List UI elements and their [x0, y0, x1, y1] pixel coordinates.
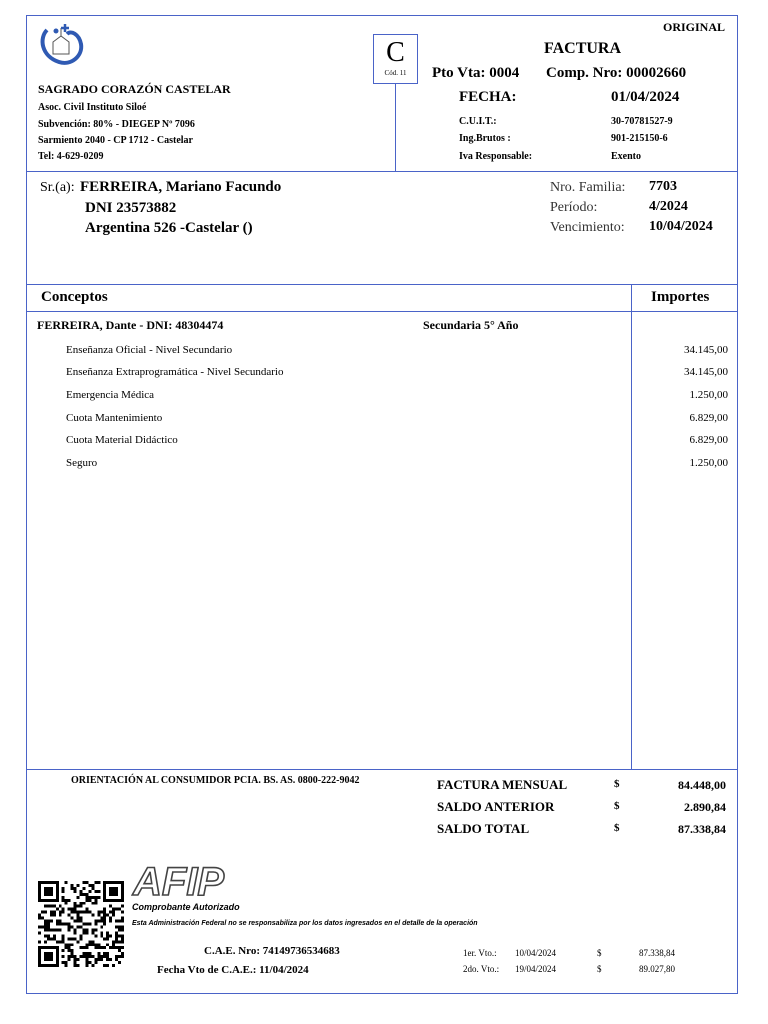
total-currency: $: [614, 778, 620, 790]
invoice-code: Cód. 11: [384, 69, 407, 77]
ingbrutos-value: 901-215150-6: [611, 133, 668, 144]
table-bottom-separator: [27, 769, 737, 770]
total-currency: $: [614, 800, 620, 812]
school-line-3: Sarmiento 2040 - CP 1712 - Castelar: [38, 135, 193, 146]
vto1-amount: 87.338,84: [639, 948, 675, 958]
ingbrutos-label: Ing.Brutos :: [459, 133, 511, 144]
periodo-value: 4/2024: [649, 199, 688, 214]
student-level: Secundaria 5° Año: [423, 318, 519, 332]
vto2-amount: 89.027,80: [639, 964, 675, 974]
comp-nro: Comp. Nro: 00002660: [546, 65, 687, 81]
vto1-label: 1er. Vto.:: [463, 948, 497, 958]
concept-row-label: Cuota Mantenimiento: [66, 412, 163, 424]
school-heart-logo-icon: [37, 20, 85, 68]
afip-logo-text: AFIP: [133, 860, 225, 901]
concept-row-amount: 6.829,00: [689, 434, 728, 446]
total-value: 84.448,00: [678, 778, 726, 792]
invoice-letter: C: [386, 37, 405, 68]
consumer-orientation: ORIENTACIÓN AL CONSUMIDOR PCIA. BS. AS. 0800-222-9042: [71, 775, 360, 786]
vto1-date: 10/04/2024: [515, 948, 557, 958]
concept-row-amount: 1.250,00: [689, 389, 728, 401]
cae-expiry: Fecha Vto de C.A.E.: 11/04/2024: [157, 964, 309, 976]
total-label: SALDO TOTAL: [437, 821, 530, 836]
vto2-currency: $: [597, 964, 602, 974]
invoice-frame: [26, 15, 738, 994]
school-line-1: Asoc. Civil Instituto Siloé: [38, 102, 147, 113]
header-separator: [27, 171, 737, 172]
total-value: 87.338,84: [678, 822, 726, 836]
concept-row-amount: 1.250,00: [689, 457, 728, 469]
vto2-date: 19/04/2024: [515, 964, 557, 974]
qr-code-icon: [38, 881, 124, 967]
total-label: SALDO ANTERIOR: [437, 799, 555, 814]
vencimiento-label: Vencimiento:: [550, 220, 625, 235]
original-label: ORIGINAL: [662, 20, 725, 34]
concept-row-label: Cuota Material Didáctico: [66, 434, 178, 446]
concept-row-label: Enseñanza Extraprogramática - Nivel Secundario: [66, 366, 284, 378]
vto1-currency: $: [597, 948, 602, 958]
vto2-label: 2do. Vto.:: [463, 964, 500, 974]
col-amounts-header: Importes: [651, 289, 710, 305]
concept-row-amount: 6.829,00: [689, 412, 728, 424]
concept-row-label: Emergencia Médica: [66, 389, 155, 401]
fecha-label: FECHA:: [459, 89, 517, 105]
concept-row-amount: 34.145,00: [684, 344, 728, 356]
concept-row-label: Seguro: [66, 457, 98, 469]
cuit-value: 30-70781527-9: [611, 116, 673, 127]
col-concepts-header: Conceptos: [41, 289, 108, 305]
total-currency: $: [614, 822, 620, 834]
familia-value: 7703: [649, 179, 677, 194]
iva-label: Iva Responsable:: [459, 151, 533, 162]
school-name: SAGRADO CORAZÓN CASTELAR: [38, 82, 231, 96]
vencimiento-value: 10/04/2024: [649, 219, 713, 234]
school-line-4: Tel: 4-629-0209: [38, 151, 104, 162]
periodo-label: Período:: [550, 200, 598, 215]
total-value: 2.890,84: [684, 800, 726, 814]
concept-row-label: Enseñanza Oficial - Nivel Secundario: [66, 344, 233, 356]
pto-vta: Pto Vta: 0004: [432, 65, 520, 81]
afip-logo-icon: [131, 859, 253, 901]
afip-disclaimer: Esta Administración Federal no se responsabiliza por los datos ingresados en el detalle de la operación: [132, 920, 478, 927]
iva-value: Exento: [611, 151, 641, 162]
cuit-label: C.U.I.T.:: [459, 116, 497, 127]
fecha-value: 01/04/2024: [611, 89, 680, 105]
invoice-title: FACTURA: [544, 40, 622, 57]
amount-column-divider: [631, 284, 632, 769]
customer-dni: DNI 23573882: [85, 200, 177, 216]
student-line: FERREIRA, Dante - DNI: 48304474: [37, 318, 224, 332]
comprobante-autorizado: Comprobante Autorizado: [132, 902, 240, 912]
customer-address: Argentina 526 -Castelar (): [85, 220, 253, 236]
cae-number: C.A.E. Nro: 74149736534683: [204, 945, 340, 957]
invoice-type-box: [373, 34, 418, 84]
concept-row-amount: 34.145,00: [684, 366, 728, 378]
total-label: FACTURA MENSUAL: [437, 777, 568, 792]
familia-label: Nro. Familia:: [550, 180, 626, 195]
school-line-2: Subvención: 80% - DIEGEP Nº 7096: [38, 119, 195, 130]
header-divider: [395, 84, 396, 171]
customer-prefix: Sr.(a):: [40, 180, 75, 195]
customer-name: FERREIRA, Mariano Facundo: [80, 179, 282, 195]
